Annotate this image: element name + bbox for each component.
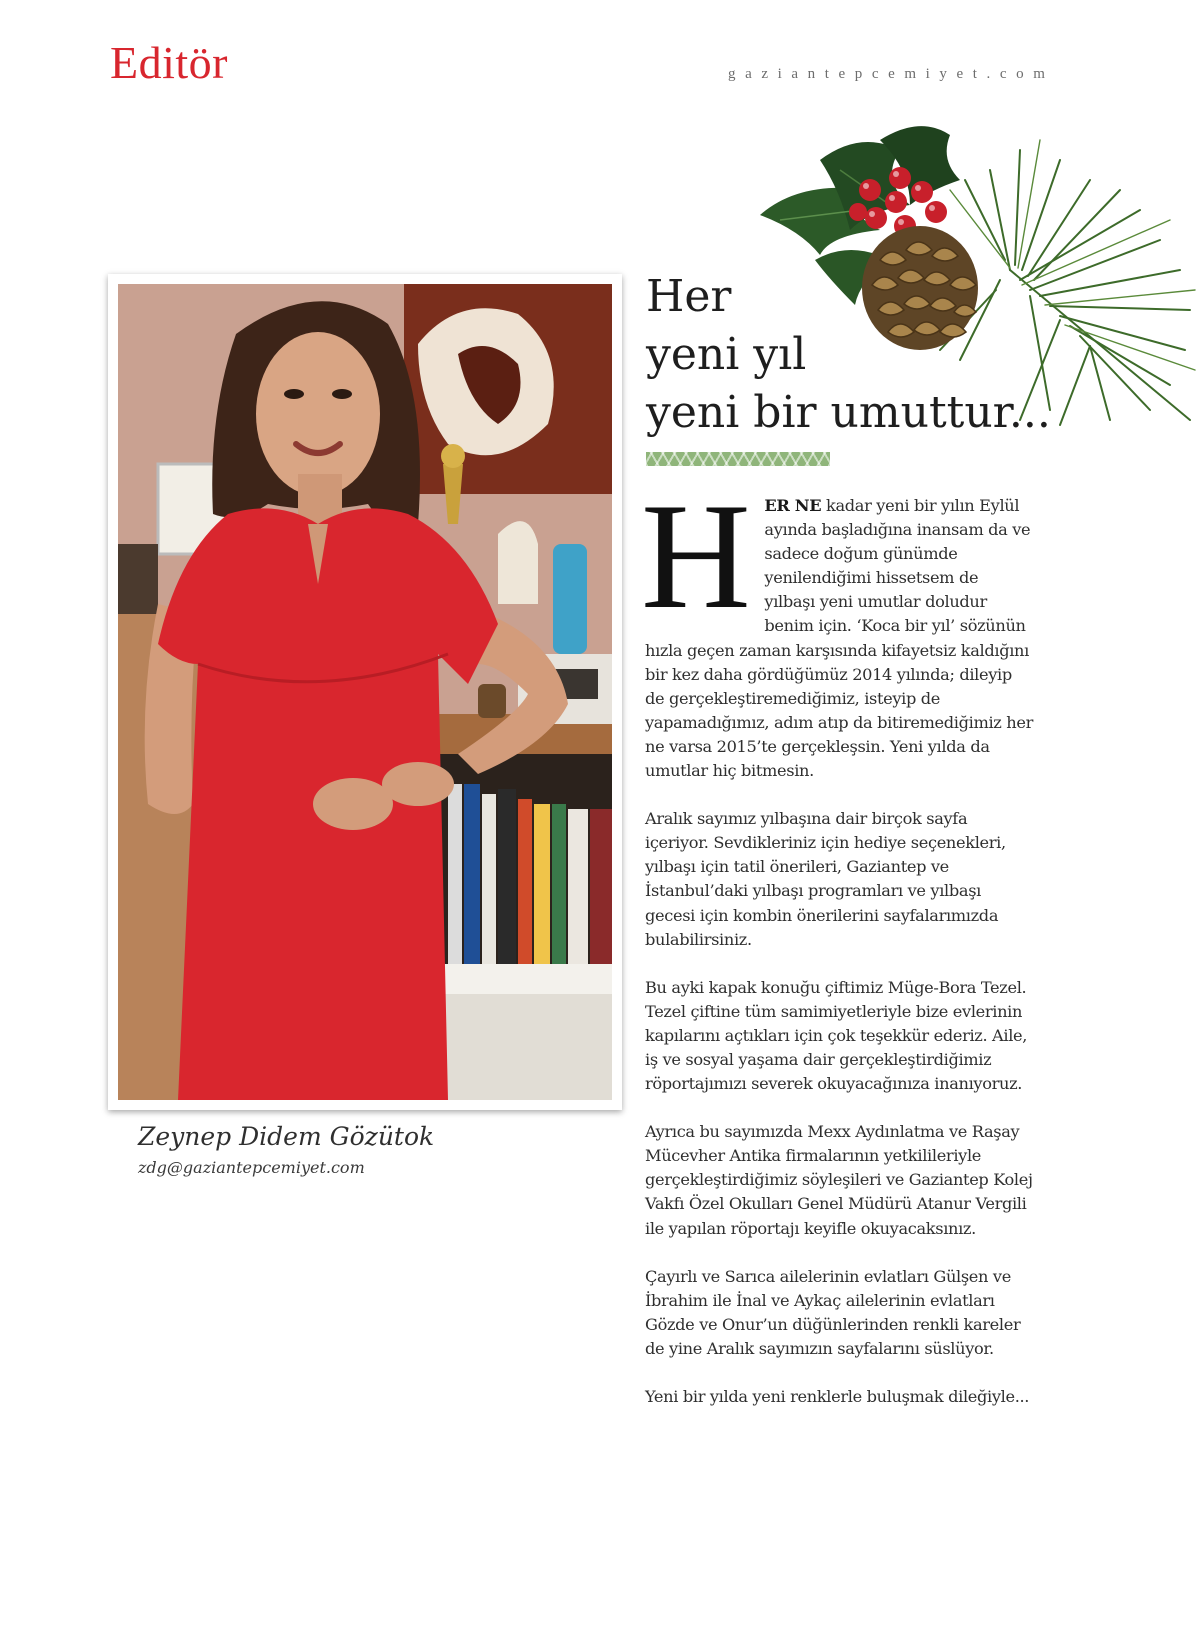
site-url: gaziantepcemiyet.com <box>728 66 1055 82</box>
author-email: zdg@gaziantepcemiyet.com <box>138 1158 365 1177</box>
headline-line-2: yeni yıl <box>646 329 807 380</box>
article-paragraph-5: Çayırlı ve Sarıca ailelerinin evlatları Gülşen ve İbrahim ile İnal ve Aykaç ailelerinin evlatları Gözde ve Onur’un düğünlerinden renkli kareler de yine Aralık sayımızın sayfalarını süslüyor. <box>645 1266 1021 1358</box>
paragraph-1-text: kadar yeni bir yılın Eylül ayında başladığına inansam da ve sadece doğum günümde yenilendiğimi hissetsem de yılbaşı yeni umutlar doludur benim için. ‘Koca bir yıl’ sözünün hızla geçen zaman karşısında kifayetsiz kaldığını bir kez daha gördüğümüz 2014 yılında; dileyip de gerçekleştiremediğimiz, isteyip de yapamadığımız, adım atıp da bitiremediğimiz her ne varsa 2015’te gerçekleşsin. Yeni yılda da umutlar hiç bitmesin. <box>645 496 1033 781</box>
article-paragraph-2: Aralık sayımız yılbaşına dair birçok sayfa içeriyor. Sevdikleriniz için hediye seçenekleri, yılbaşı için tatil önerileri, Gaziantep ve İstanbul’daki yılbaşı programları ve yılbaşı gecesi için kombin önerilerini sayfalarımızda bulabilirsiniz. <box>645 809 1006 949</box>
article-paragraph-3: Bu ayki kapak konuğu çiftimiz Müge-Bora Tezel. Tezel çiftine tüm samimiyetleriyle bize evlerinin kapılarını açtıkları için çok teşekkür ederiz. Aile, iş ve sosyal yaşama dair gerçekleştirdiğimiz röportajımızı severek okuyacağınıza inanıyoruz. <box>645 977 1028 1094</box>
ornament-divider <box>646 452 830 466</box>
lead-in: ER NE <box>764 496 822 515</box>
portrait-photo-frame <box>108 274 622 1110</box>
article-body <box>641 472 1033 1433</box>
drop-cap: H <box>641 472 751 640</box>
headline-line-1: Her <box>646 271 732 322</box>
author-name: Zeynep Didem Gözütok <box>138 1122 435 1151</box>
section-title: Editör <box>110 37 228 88</box>
portrait-photo <box>118 284 612 1100</box>
headline-line-3: yeni bir umuttur... <box>646 387 1051 438</box>
article-paragraph-1 <box>641 472 1033 783</box>
headline <box>646 268 1066 442</box>
article-paragraph-4: Ayrıca bu sayımızda Mexx Aydınlatma ve Raşay Mücevher Antika firmalarının yetkilileriyle gerçekleştirdiğimiz söyleşileri ve Gaziantep Kolej Vakfı Özel Okulları Genel Müdürü Atanur Vergili ile yapılan röportajı keyifle okuyacaksınız. <box>645 1122 1033 1238</box>
article-paragraph-6: Yeni bir yılda yeni renklerle buluşmak dileğiyle... <box>645 1387 1030 1406</box>
